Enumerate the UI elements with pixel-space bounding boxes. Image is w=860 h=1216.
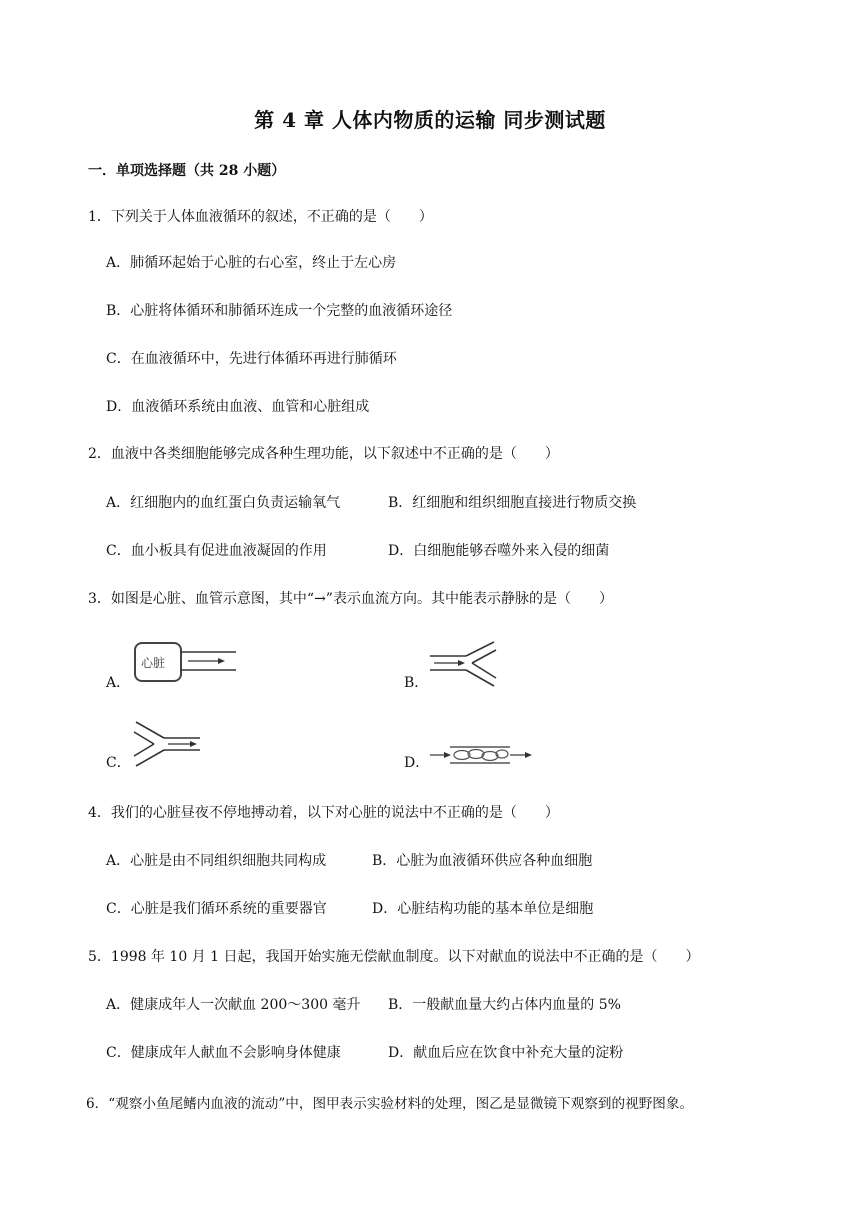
- question-3-option-d: D．: [404, 755, 430, 771]
- question-4-stem: 4．我们的心脏昼夜不停地搏动着，以下对心脏的说法中不正确的是（ ）: [88, 805, 559, 821]
- question-1-stem: 1．下列关于人体血液循环的叙述，不正确的是（ ）: [88, 209, 433, 225]
- question-5-option-a: A．健康成年人一次献血 200～300 毫升: [106, 997, 361, 1013]
- question-4-option-d: D．心脏结构功能的基本单位是细胞: [372, 901, 594, 917]
- page-title: 第 4 章 人体内物质的运输 同步测试题: [254, 108, 606, 132]
- question-5-option-d: D．献血后应在饮食中补充大量的淀粉: [388, 1045, 624, 1061]
- question-3-option-a: A．: [106, 675, 131, 691]
- question-5-option-c: C．健康成年人献血不会影响身体健康: [106, 1045, 341, 1061]
- question-1-option-d: D．血液循环系统由血液、血管和心脏组成: [106, 399, 370, 415]
- heart-label: 心脏: [141, 656, 166, 670]
- question-4-option-a: A．心脏是由不同组织细胞共同构成: [106, 853, 327, 869]
- question-3-option-c: C．: [106, 755, 131, 771]
- question-4-option-b: B．心脏为血液循环供应各种血细胞: [372, 853, 593, 869]
- question-1-option-b: B．心脏将体循环和肺循环连成一个完整的血液循环途径: [106, 303, 453, 319]
- question-3-stem: 3．如图是心脏、血管示意图，其中“→”表示血流方向。其中能表示静脉的是（ ）: [88, 591, 613, 607]
- question-6-stem: 6．“观察小鱼尾鳍内血液的流动”中，图甲表示实验材料的处理，图乙是显微镜下观察到的视野图象。: [86, 1096, 694, 1112]
- section-heading: 一．单项选择题（共 28 小题）: [88, 163, 286, 179]
- question-2-option-c: C．血小板具有促进血液凝固的作用: [106, 543, 327, 559]
- figure-a-heart-artery: [132, 640, 242, 686]
- question-2-option-a: A．红细胞内的血红蛋白负责运输氧气: [106, 495, 341, 511]
- question-1-option-c: C．在血液循环中，先进行体循环再进行肺循环: [106, 351, 397, 367]
- question-3-option-b: B．: [404, 675, 429, 691]
- question-2-stem: 2．血液中各类细胞能够完成各种生理功能，以下叙述中不正确的是（ ）: [88, 446, 559, 462]
- question-1-option-a: A．肺循环起始于心脏的右心室，终止于左心房: [106, 255, 397, 271]
- figure-d-capillary: [428, 742, 536, 768]
- question-2-option-b: B．红细胞和组织细胞直接进行物质交换: [388, 495, 637, 511]
- question-5-stem: 5．1998 年 10 月 1 日起，我国开始实施无偿献血制度。以下对献血的说法中不正确的是（ ）: [88, 949, 700, 965]
- figure-c-converging-vessel: [132, 718, 204, 770]
- question-2-option-d: D．白细胞能够吞噬外来入侵的细菌: [388, 543, 610, 559]
- question-4-option-c: C．心脏是我们循环系统的重要器官: [106, 901, 327, 917]
- question-5-option-b: B．一般献血量大约占体内血量的 5%: [388, 997, 621, 1013]
- figure-b-branching-vessel: [428, 638, 500, 690]
